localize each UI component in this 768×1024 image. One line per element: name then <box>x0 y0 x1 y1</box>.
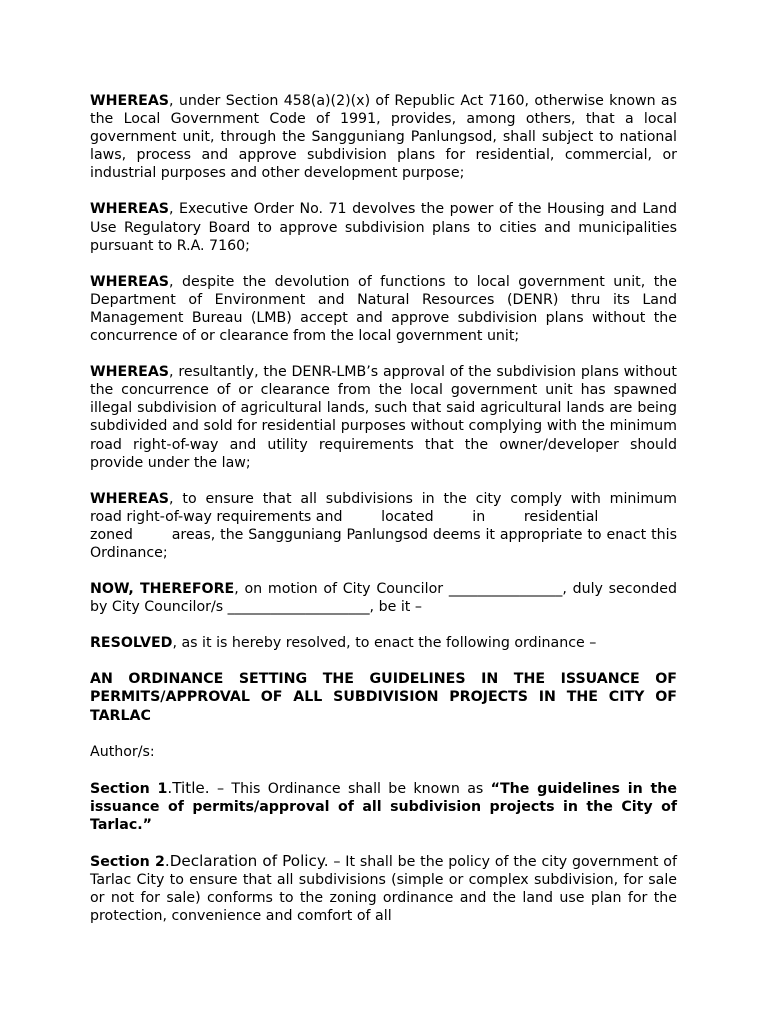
section-2-label: Section 2 <box>90 854 165 870</box>
section-2-paragraph <box>90 852 677 925</box>
now-therefore-paragraph <box>90 580 677 616</box>
whereas-text: , Executive Order No. 71 devolves the power of the Housing and Land Use Regulatory Board to approve subdivision plans to cities and municipalities pursuant to R.A. 7160; <box>90 201 677 254</box>
whereas-paragraph-5 <box>90 490 682 562</box>
whereas-label: WHEREAS <box>90 201 170 218</box>
resolved-paragraph <box>90 634 677 652</box>
section-1-paragraph <box>90 779 677 834</box>
now-therefore-label: NOW, THEREFORE <box>90 581 235 598</box>
whereas-5-word: located <box>381 508 434 525</box>
whereas-paragraph-1 <box>90 92 677 182</box>
whereas-text: , despite the devolution of functions to local government unit, the Department of Environment and Natural Resources (DENR) thru its Land Management Bureau (LMB) accept and approve subdivision plans without the concurrence of or clearance from the local government unit; <box>90 273 677 345</box>
whereas-5-word <box>637 508 677 526</box>
whereas-label: WHEREAS <box>90 490 170 507</box>
section-2-text: – It shall be the policy of the city government of Tarlac City to ensure that all subdivisions (simple or complex subdivision, for sale or not for sale) conforms to the zoning ordinance and the land use plan for the protection, convenience and comfort of all <box>90 854 677 925</box>
resolved-text: , as it is hereby resolved, to enact the following ordinance – <box>172 635 597 652</box>
whereas-text: , resultantly, the DENR-LMB’s approval of the subdivision plans without the concurrence of or clearance from the local government unit has spawned illegal subdivision of agricultural lands, such that said agricultural lands are being subdivided and sold for residential purposes without complying with the minimum road right-of-way and utility requirements that the owner/developer should provide under the law; <box>90 364 677 471</box>
whereas-5-line-3: zoned areas, the Sangguniang Panlungsod deems it appropriate to enact this Ordinance; <box>90 526 682 561</box>
whereas-5-line-1 <box>90 490 677 508</box>
section-1-title: .Title. <box>167 778 210 797</box>
whereas-5-word: residential <box>523 508 599 525</box>
authors-line: Author/s: <box>90 743 155 760</box>
now-therefore-text: , on motion of City Councilor ________________, duly seconded by City Councilor/s ____________________, be it – <box>90 581 678 616</box>
whereas-text: , to ensure that all subdivisions in the city comply with minimum <box>169 490 677 507</box>
section-1-quote: “The guidelines in the issuance of permits/approval of all subdivision projects in the City of Tarlac.” <box>90 780 677 833</box>
section-2-title: .Declaration of Policy. <box>164 852 329 870</box>
whereas-paragraph-2 <box>90 200 677 254</box>
resolved-label: RESOLVED <box>90 635 173 652</box>
whereas-label: WHEREAS <box>90 273 170 290</box>
whereas-text: , under Section 458(a)(2)(x) of Republic Act 7160, otherwise known as the Local Government Code of 1991, provides, among others, that a local government unit, through the Sangguniang Panlungsod, shall subject to national laws, process and approve subdivision plans for residential, commercial, or industrial purposes and other development purpose; <box>90 93 677 182</box>
whereas-5-line-2 <box>90 508 677 526</box>
section-1-text: – This Ordinance shall be known as <box>209 780 491 797</box>
whereas-label: WHEREAS <box>90 93 170 109</box>
ordinance-title: AN ORDINANCE SETTING THE GUIDELINES IN THE ISSUANCE OF PERMITS/APPROVAL OF ALL SUBDIVISION PROJECTS IN THE CITY OF TARLAC <box>90 671 677 724</box>
whereas-5-word: road right-of-way requirements and <box>90 508 343 525</box>
section-1-label: Section 1 <box>90 780 168 797</box>
whereas-paragraph-3 <box>90 273 677 345</box>
document-page <box>90 92 682 943</box>
whereas-paragraph-4 <box>90 363 677 472</box>
whereas-5-word: in <box>472 508 486 525</box>
whereas-label: WHEREAS <box>90 364 170 381</box>
